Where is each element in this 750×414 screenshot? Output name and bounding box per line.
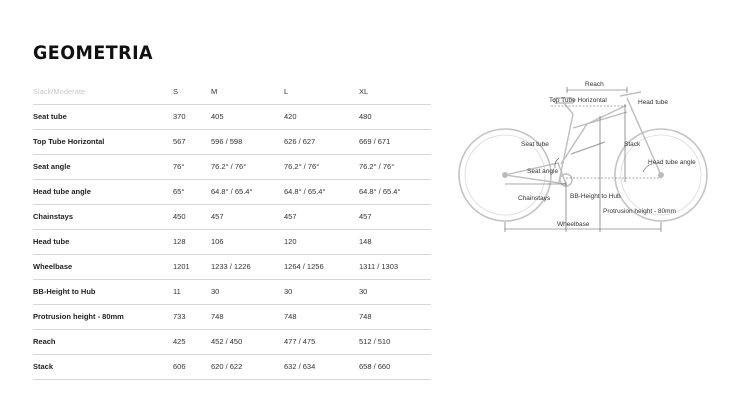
table-row [33, 204, 431, 229]
row-value-s: 733 [173, 304, 211, 329]
table-row [33, 279, 431, 304]
row-value-m: 748 [211, 304, 284, 329]
row-value-m: 457 [211, 204, 284, 229]
row-label: Reach [33, 329, 173, 354]
row-value-s: 1201 [173, 254, 211, 279]
row-value-l: 457 [284, 204, 359, 229]
row-label: Seat tube [33, 104, 173, 129]
row-value-s: 11 [173, 279, 211, 304]
size-header-xl: XL [359, 79, 431, 104]
table-row [33, 104, 431, 129]
row-value-l: 477 / 475 [284, 329, 359, 354]
row-label: BB-Height to Hub [33, 279, 173, 304]
row-value-xl: 1311 / 1303 [359, 254, 431, 279]
row-label: Wheelbase [33, 254, 173, 279]
row-value-m: 1233 / 1226 [211, 254, 284, 279]
row-value-m: 76.2° / 76° [211, 154, 284, 179]
table-row [33, 354, 431, 379]
diagram-label-head-tube: Head tube [638, 99, 668, 106]
row-label: Head tube [33, 229, 173, 254]
size-header-m: M [211, 79, 284, 104]
table-row [33, 254, 431, 279]
diagram-label-protrusion: Protrusion height - 80mm [603, 208, 676, 215]
diagram-label-seat-angle: Seat angle [527, 168, 559, 175]
table-row [33, 129, 431, 154]
row-value-xl: 512 / 510 [359, 329, 431, 354]
row-value-xl: 30 [359, 279, 431, 304]
diagram-label-wheelbase: Wheelbase [557, 221, 590, 228]
diagram-label-head-tube-angle: Head tube angle [648, 159, 696, 166]
diagram-label-stack: Stack [624, 141, 641, 148]
row-value-xl: 480 [359, 104, 431, 129]
row-value-s: 128 [173, 229, 211, 254]
size-header-l: L [284, 79, 359, 104]
row-value-l: 748 [284, 304, 359, 329]
row-label: Stack [33, 354, 173, 379]
row-value-l: 64.8° / 65.4° [284, 179, 359, 204]
row-value-xl: 669 / 671 [359, 129, 431, 154]
row-label: Chainstays [33, 204, 173, 229]
row-value-s: 606 [173, 354, 211, 379]
stance-label: Slack/Moderate [33, 79, 173, 104]
table-row [33, 154, 431, 179]
row-value-s: 65° [173, 179, 211, 204]
diagram-label-top-tube: Top Tube Horizontal [549, 97, 607, 104]
row-value-xl: 658 / 660 [359, 354, 431, 379]
table-row [33, 179, 431, 204]
row-value-xl: 76.2° / 76° [359, 154, 431, 179]
diagram-label-chainstays: Chainstays [518, 195, 551, 202]
row-value-m: 106 [211, 229, 284, 254]
row-value-m: 30 [211, 279, 284, 304]
row-value-m: 620 / 622 [211, 354, 284, 379]
row-value-s: 425 [173, 329, 211, 354]
table-row [33, 229, 431, 254]
table-header-row [33, 79, 431, 104]
row-value-l: 420 [284, 104, 359, 129]
row-value-xl: 148 [359, 229, 431, 254]
page-title: GEOMETRIA [33, 42, 154, 64]
row-value-l: 1264 / 1256 [284, 254, 359, 279]
row-value-m: 64.8° / 65.4° [211, 179, 284, 204]
size-header-s: S [173, 79, 211, 104]
row-value-s: 567 [173, 129, 211, 154]
row-value-s: 76° [173, 154, 211, 179]
row-value-m: 405 [211, 104, 284, 129]
row-label: Seat angle [33, 154, 173, 179]
table-row [33, 304, 431, 329]
row-value-m: 596 / 598 [211, 129, 284, 154]
row-value-l: 120 [284, 229, 359, 254]
row-value-l: 626 / 627 [284, 129, 359, 154]
row-value-m: 452 / 450 [211, 329, 284, 354]
row-value-l: 76.2° / 76° [284, 154, 359, 179]
row-value-s: 450 [173, 204, 211, 229]
row-value-s: 370 [173, 104, 211, 129]
diagram-label-seat-tube: Seat tube [521, 141, 549, 148]
diagram-label-bb-height: BB-Height to Hub [570, 193, 621, 200]
row-label: Top Tube Horizontal [33, 129, 173, 154]
row-value-l: 30 [284, 279, 359, 304]
row-value-xl: 457 [359, 204, 431, 229]
row-value-xl: 748 [359, 304, 431, 329]
row-label: Head tube angle [33, 179, 173, 204]
row-label: Protrusion height - 80mm [33, 304, 173, 329]
row-value-xl: 64.8° / 65.4° [359, 179, 431, 204]
table-row [33, 329, 431, 354]
geometry-table [33, 79, 431, 380]
diagram-label-reach: Reach [585, 81, 604, 88]
row-value-l: 632 / 634 [284, 354, 359, 379]
bike-geometry-diagram [455, 72, 725, 237]
